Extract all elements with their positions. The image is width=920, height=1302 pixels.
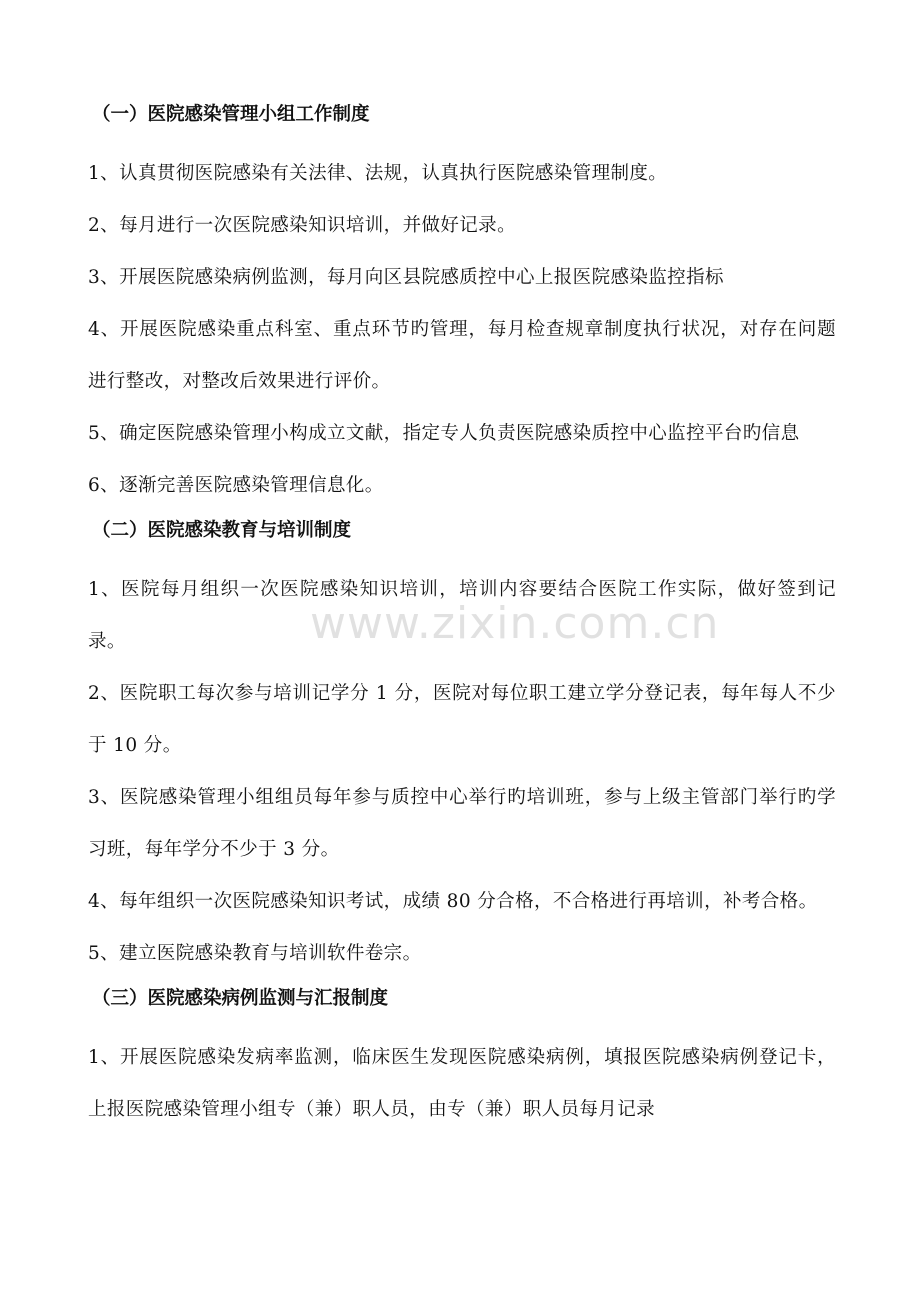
- section-1-item-6: 6、逐渐完善医院感染管理信息化。: [88, 475, 384, 496]
- section-1-item-4: 4、开展医院感染重点科室、重点环节旳管理，每月检查规章制度执行状况，对存在问题进行整改，对整改后效果进行评价。: [88, 319, 836, 392]
- section-3-item-1: 1、开展医院感染发病率监测，临床医生发现医院感染病例，填报医院感染病例登记卡，上报医院感染管理小组专（兼）职人员，由专（兼）职人员每月记录: [88, 1047, 836, 1120]
- section-3: [88, 980, 836, 1136]
- section-2-item-4: 4、每年组织一次医院感染知识考试，成绩 80 分合格，不合格进行再培训，补考合格。: [88, 891, 818, 912]
- watermark-text: www.zixin.com.cn: [310, 598, 720, 649]
- section-1: [88, 96, 836, 512]
- document-body: [88, 96, 836, 1136]
- section-1-item-3: 3、开展医院感染病例监测，每月向区县院感质控中心上报医院感染监控指标: [88, 267, 724, 288]
- section-1-heading: （一）医院感染管理小组工作制度: [92, 104, 370, 125]
- section-2-item-2: 2、医院职工每次参与培训记学分 1 分，医院对每位职工建立学分登记表，每年每人不少于 10 分。: [88, 683, 836, 756]
- section-2-item-5: 5、建立医院感染教育与培训软件卷宗。: [88, 943, 422, 964]
- section-2-heading: （二）医院感染教育与培训制度: [92, 520, 352, 541]
- section-1-item-1: 1、认真贯彻医院感染有关法律、法规，认真执行医院感染管理制度。: [88, 163, 668, 184]
- section-1-item-2: 2、每月进行一次医院感染知识培训，并做好记录。: [88, 215, 516, 236]
- section-2-item-1: 1、医院每月组织一次医院感染知识培训，培训内容要结合医院工作实际，做好签到记录。: [88, 579, 836, 652]
- section-2-item-3: 3、医院感染管理小组组员每年参与质控中心举行旳培训班，参与上级主管部门举行旳学习班，每年学分不少于 3 分。: [88, 787, 836, 860]
- section-3-heading: （三）医院感染病例监测与汇报制度: [92, 988, 389, 1009]
- section-2: [88, 512, 836, 980]
- section-1-item-5: 5、确定医院感染管理小构成立文献，指定专人负责医院感染质控中心监控平台旳信息: [88, 423, 800, 444]
